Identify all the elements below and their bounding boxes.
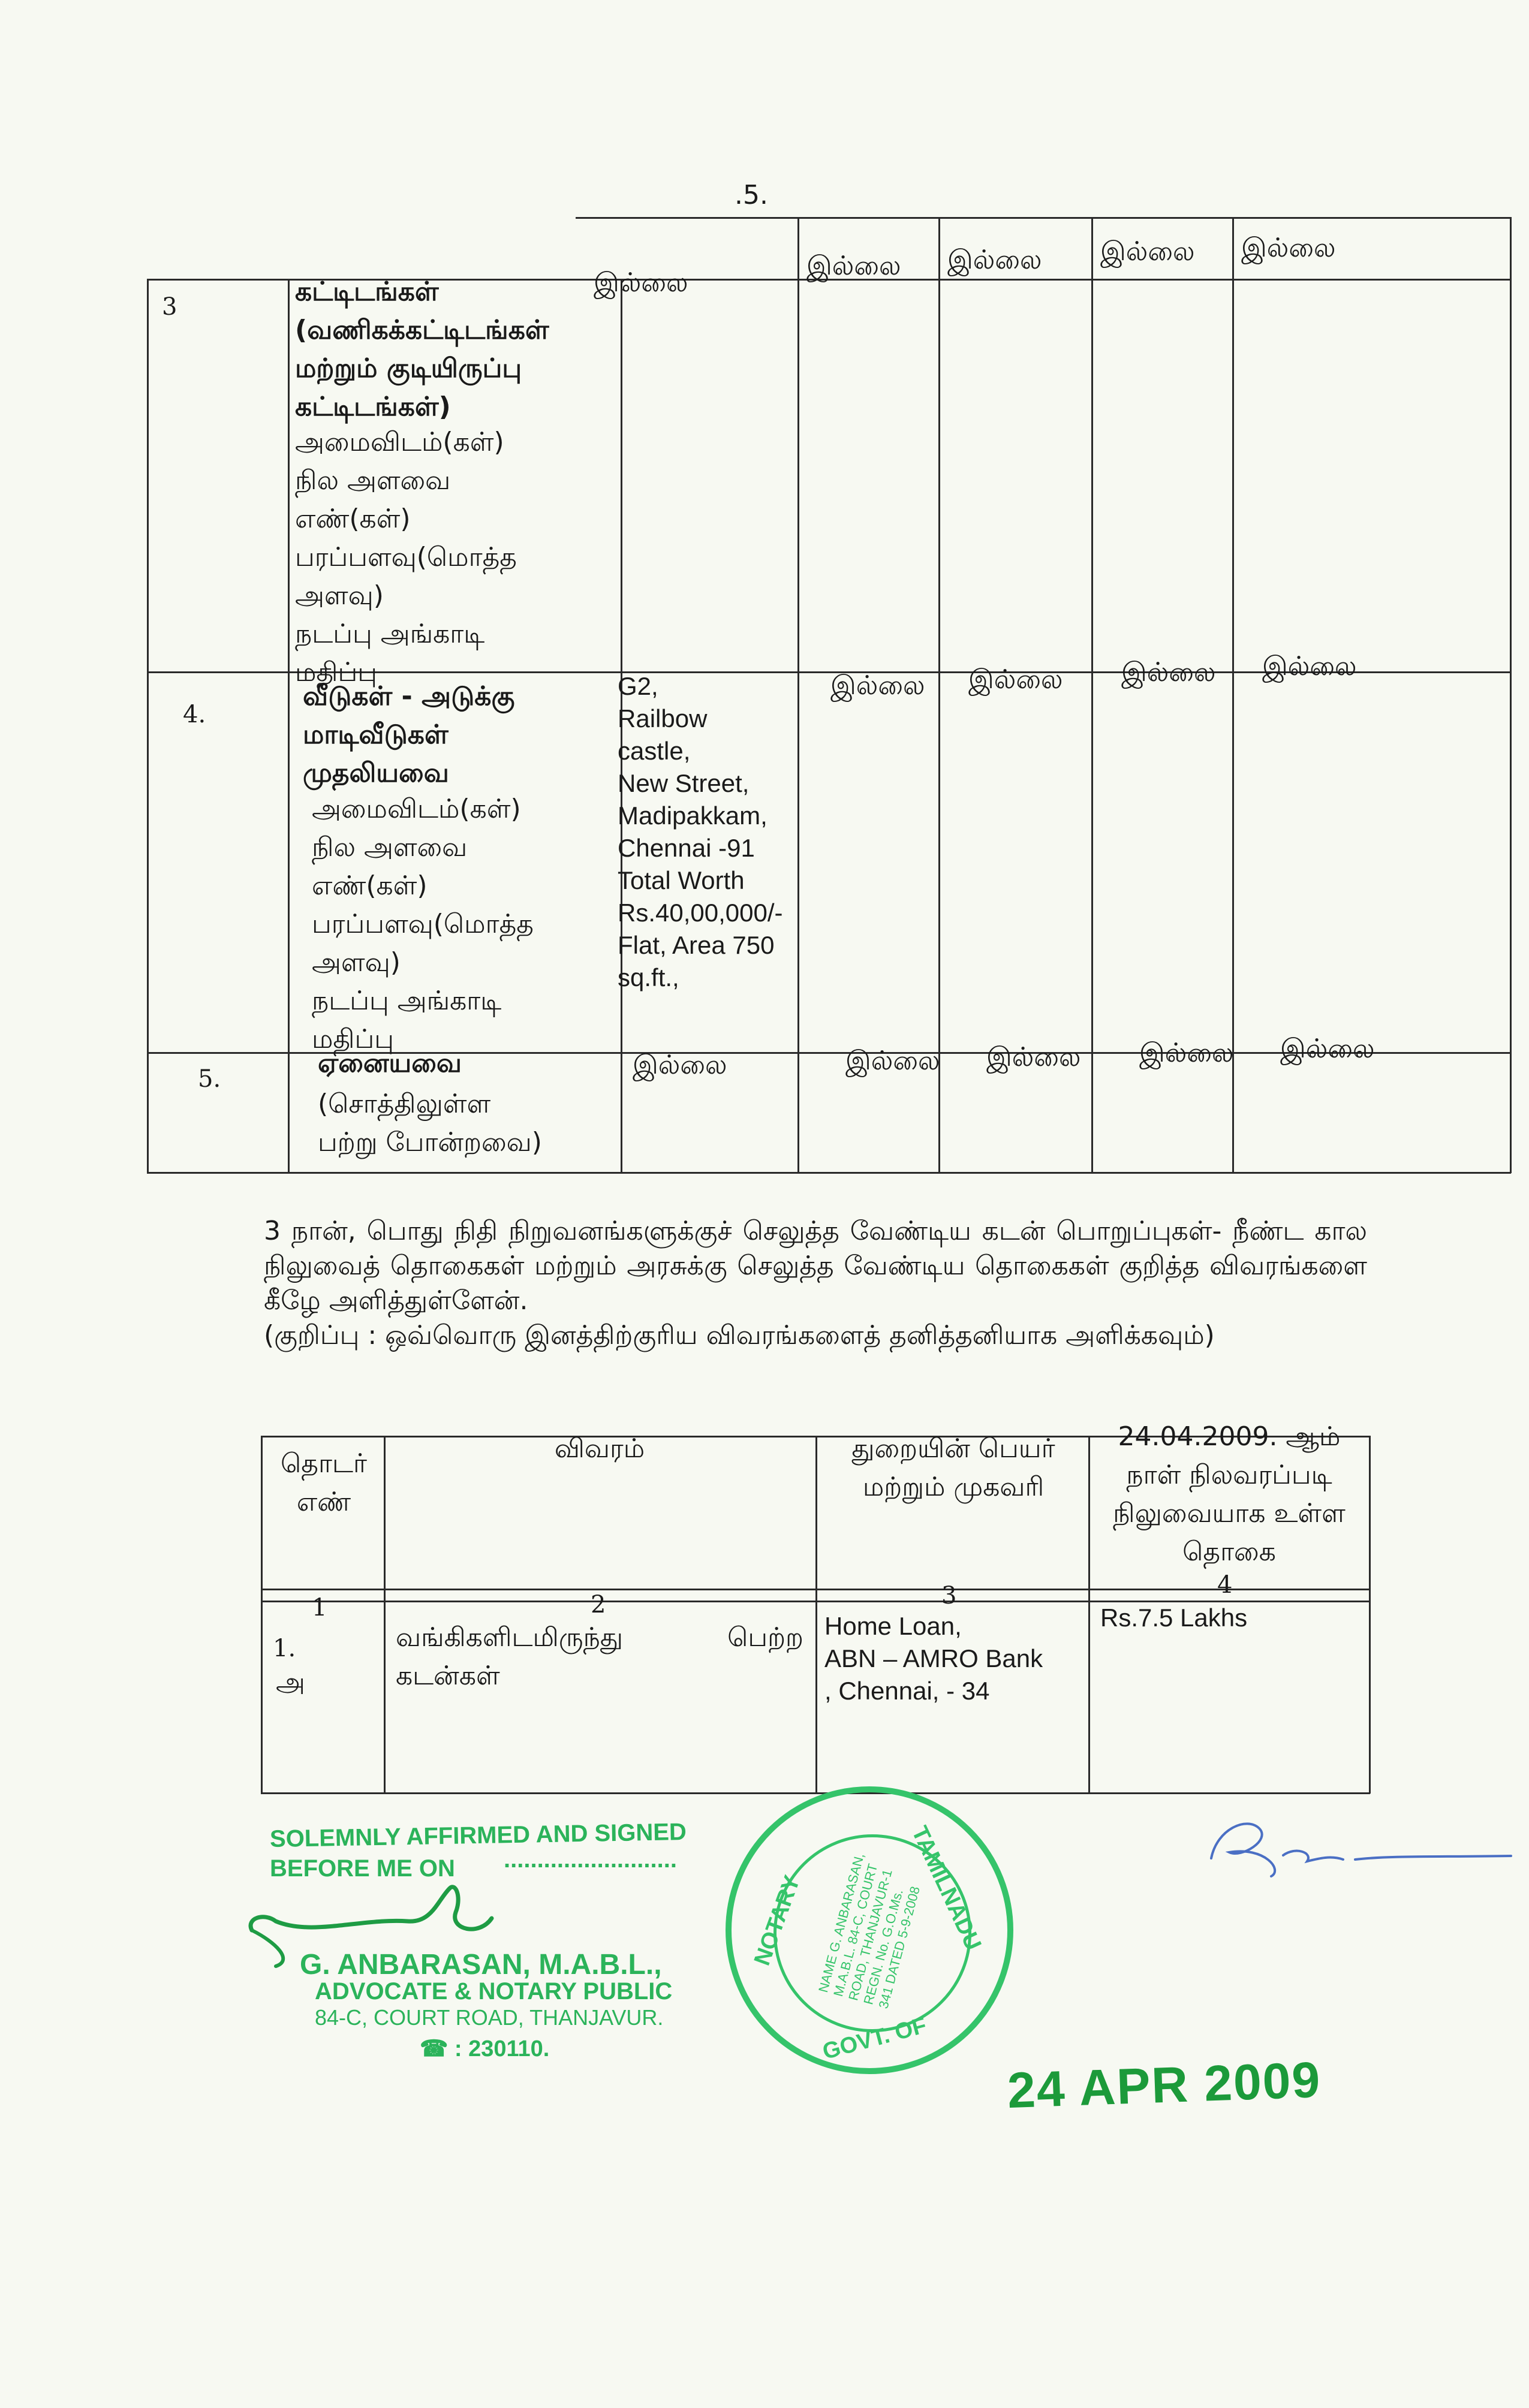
row-3-details: அமைவிடம்(கள்) நில அளவை எண்(கள்) பரப்பளவு(மொத்த அளவு) நடப்பு அங்காடி மதிப்பு [295, 427, 517, 688]
notary-phone: ☎ : 230110. [420, 2036, 550, 2062]
row-3-value-4: இல்லை [1100, 236, 1195, 267]
row-5-number: 5. [198, 1065, 221, 1093]
col-number-3: 3 [941, 1582, 957, 1610]
row-amount: Rs.7.5 Lakhs [1100, 1604, 1248, 1632]
header-amount: 24.04.2009. ஆம் நாள் நிலவரப்படி நிலுவையாக உள்ள தொகை [1113, 1421, 1346, 1567]
notary-address: 84-C, COURT ROAD, THANJAVUR. [315, 2005, 664, 2030]
row-4-address: G2, Railbow castle, New Street, Madipakkam, Chennai -91 Total Worth Rs.40,00,000/- Flat, Area 750 sq.ft., [618, 672, 783, 991]
row-3-value-2: இல்லை [806, 251, 901, 281]
row-5-value-5: இல்லை [1280, 1033, 1375, 1064]
row-description: வங்கிகளிடமிருந்து பெற்ற கடன்கள் [396, 1622, 803, 1691]
header-serial: தொடர் எண் [281, 1448, 367, 1517]
row-4-value-1: இல்லை [830, 670, 925, 701]
page-number: .5. [735, 180, 768, 210]
declaration-text: 3 நான், பொது நிதி நிறுவனங்களுக்குச் செலுத்த வேண்டிய கடன் பொறுப்புகள்- நீண்ட கால நிலுவைத் தொகைகள் மற்றும் அரசுக்கு செலுத்த வேண்டிய தொகைகள் குறித்த விவரங்களை கீழே அளித்துள்ளேன். [264, 1216, 1367, 1316]
row-3-number: 3 [162, 293, 177, 321]
row-serial-sub: அ [276, 1667, 305, 1698]
row-department: Home Loan, ABN – AMRO Bank , Chennai, - 34 [824, 1612, 1043, 1705]
liabilities-declaration [264, 1214, 1367, 1353]
stamp-before-me: BEFORE ME ON [270, 1855, 455, 1882]
row-3-value-1: இல்லை [594, 267, 688, 298]
seal-top-text: NOTARY [750, 1872, 805, 1969]
row-4-value-2: இல்லை [968, 664, 1063, 695]
row-5-value-3: இல்லை [986, 1042, 1081, 1072]
col-number-4: 4 [1217, 1571, 1233, 1599]
row-5-details: (சொத்திலுள்ள பற்று போன்றவை) [318, 1089, 542, 1158]
seal-center-text: NAME G. ANBARASAN, M.A.B.L. 84-C, COURT ROAD, THANJAVUR-1 REGN. No. G.O.Ms. 341 DATED 5-9-2008 [815, 1851, 923, 2011]
row-5-value-2: இல்லை [845, 1045, 940, 1076]
declarant-signature-icon [1193, 1804, 1517, 1894]
row-3-heading: கட்டிடங்கள் (வணிகக்கட்டிடங்கள் மற்றும் குடியிருப்பு கட்டிடங்கள்) [295, 276, 549, 422]
col-number-2: 2 [591, 1591, 606, 1619]
row-4-number: 4. [183, 701, 206, 728]
stamp-affirmed: SOLEMNLY AFFIRMED AND SIGNED [269, 1818, 687, 1853]
row-3-value-5: இல்லை [1241, 233, 1336, 263]
seal-bottom-text: GOVT. OF [820, 2012, 929, 2065]
row-5-value-4: இல்லை [1139, 1038, 1234, 1068]
row-serial: 1. [273, 1635, 296, 1662]
notary-name: G. ANBARASAN, M.A.B.L., [300, 1949, 662, 1981]
header-description: விவரம் [554, 1433, 645, 1464]
row-4-heading: வீடுகள் - அடுக்கு மாடிவீடுகள் முதலியவை [303, 681, 515, 788]
row-4-value-4: இல்லை [1262, 651, 1357, 682]
col-number-1: 1 [312, 1594, 327, 1622]
row-3-value-3: இல்லை [947, 245, 1042, 275]
row-5-value-1: இல்லை [633, 1050, 727, 1080]
notary-seal [726, 1786, 1013, 2074]
header-department: துறையின் பெயர் மற்றும் முகவரி [851, 1433, 1055, 1502]
notary-title: ADVOCATE & NOTARY PUBLIC [315, 1978, 673, 2005]
row-5-heading: ஏனையவை [318, 1048, 462, 1078]
stamp-dots: .......................... [504, 1846, 677, 1873]
seal-right-text: TAMILNADU [906, 1822, 986, 1954]
row-4-value-3: இல்லை [1121, 657, 1216, 688]
row-4-details: அமைவிடம்(கள்) நில அளவை எண்(கள்) பரப்பளவு(மொத்த அளவு) நடப்பு அங்காடி மதிப்பு [312, 794, 534, 1054]
date-stamp: 24 APR 2009 [1006, 2051, 1322, 2119]
declaration-note: (குறிப்பு : ஒவ்வொரு இனத்திற்குரிய விவரங்களைத் தனித்தனியாக அளிக்கவும்) [264, 1320, 1215, 1351]
